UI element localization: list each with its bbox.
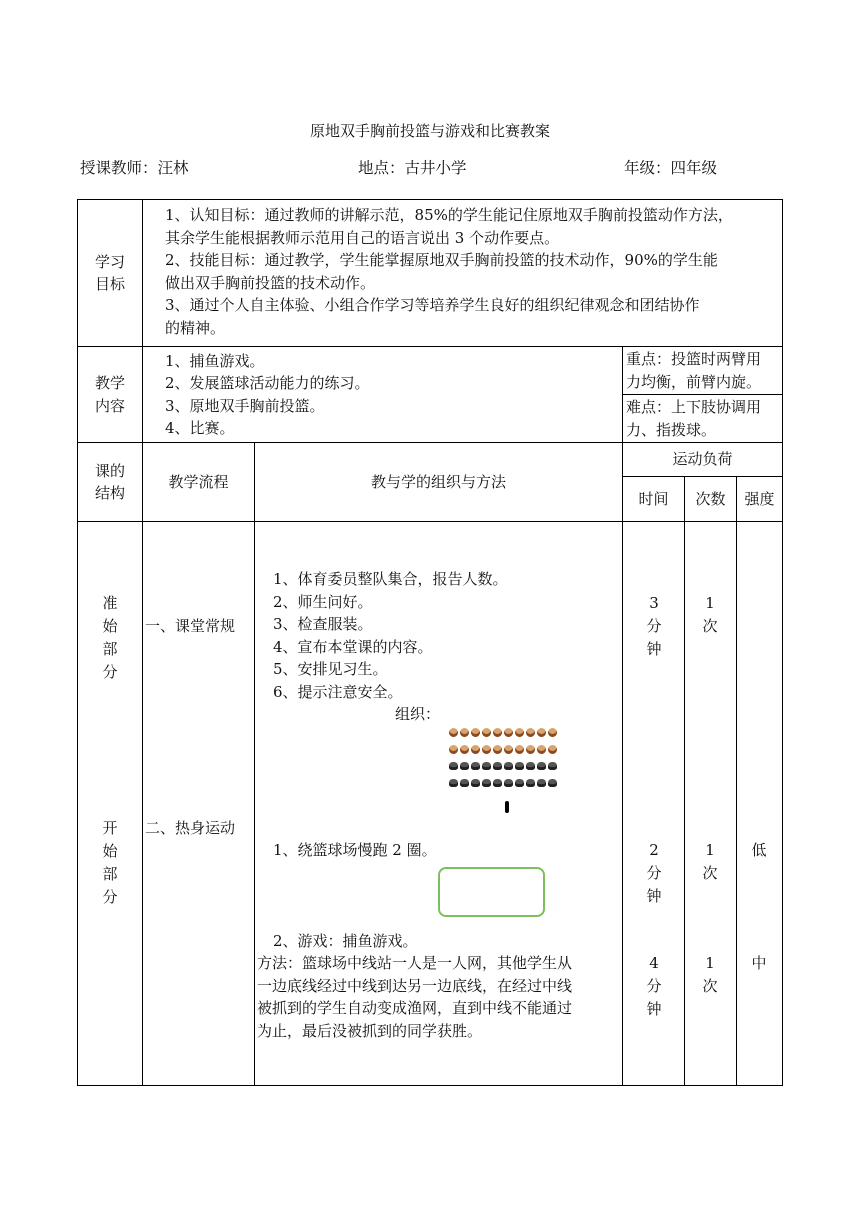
- organization-label: 组织：: [395, 705, 441, 723]
- student-figure: [449, 779, 458, 787]
- run-time: 2 分 钟: [646, 841, 662, 905]
- game-description: 方法：篮球场中线站一人是一人网，其他学生从 一边底线经过中线到达另一边底线，在经过中线 被抓到的学生自动变成渔网，直到中线不能通过 为止，最后没被抓到的同学获胜。: [257, 954, 573, 1040]
- student-figure: [482, 745, 491, 754]
- student-figure: [449, 728, 458, 737]
- game-title: 2、游戏：捕鱼游戏。: [273, 932, 418, 950]
- key-point: 重点：投篮时两臂用 力均衡，前臂内旋。: [623, 347, 783, 395]
- student-figure: [493, 779, 502, 787]
- intensity-cell: [737, 522, 783, 1086]
- content-list: [143, 347, 623, 443]
- count-cell: [685, 522, 737, 1086]
- objectives-row: [78, 200, 783, 347]
- routine-count: 1 次: [702, 594, 718, 635]
- game-count: 1 次: [702, 954, 718, 995]
- list-item: 3、原地双手胸前投篮。: [165, 396, 325, 415]
- flow-cell: [143, 522, 255, 1086]
- method-header: 教与学的组织与方法: [255, 443, 623, 522]
- header-row: [78, 443, 783, 477]
- prepare-section-label: 准 始 部 分: [102, 594, 118, 681]
- student-figure: [504, 745, 513, 754]
- student-figure: [460, 728, 469, 737]
- start-section-label: 开 始 部 分: [102, 819, 118, 906]
- flow-routine: 一、课堂常规: [145, 617, 236, 635]
- teacher-marker: [505, 801, 509, 813]
- student-figure: [493, 745, 502, 754]
- student-figure: [449, 762, 458, 770]
- routine-steps: 1、体育委员整队集合，报告人数。 2、师生问好。 3、检查服装。 4、宣布本堂课的内容。 5、安排见习生。 6、提示注意安全。: [273, 570, 508, 701]
- student-figure: [504, 728, 513, 737]
- student-figure: [526, 779, 535, 787]
- student-figure: [537, 728, 546, 737]
- content-row: [78, 347, 783, 395]
- student-figure: [482, 762, 491, 770]
- location-field: 地点：古井小学: [358, 159, 467, 177]
- teacher-field: 授课教师：汪林: [80, 159, 189, 177]
- student-figure: [460, 762, 469, 770]
- student-figure: [515, 745, 524, 754]
- body-row: [78, 522, 783, 1086]
- student-figure: [471, 745, 480, 754]
- structure-cell: [78, 522, 143, 1086]
- student-figure: [548, 779, 557, 787]
- student-figure: [471, 779, 480, 787]
- routine-time: 3 分 钟: [646, 594, 662, 658]
- student-figure: [515, 728, 524, 737]
- student-figure: [526, 728, 535, 737]
- run-intensity: 低: [751, 841, 767, 859]
- student-figure: [449, 745, 458, 754]
- content-label: 教学 内容: [78, 347, 143, 443]
- student-figure: [493, 728, 502, 737]
- document-title: 原地双手胸前投篮与游戏和比赛教案: [309, 122, 550, 140]
- game-time: 4 分 钟: [646, 954, 662, 1018]
- method-cell: [255, 522, 623, 1086]
- court-track-diagram: [438, 867, 545, 917]
- list-item: 1、捕鱼游戏。: [165, 351, 265, 370]
- difficulty-point: 难点：上下肢协调用 力、指拨球。: [623, 395, 783, 443]
- student-figure: [504, 779, 513, 787]
- count-header: 次数: [685, 477, 737, 522]
- time-cell: [623, 522, 685, 1086]
- student-figure: [460, 745, 469, 754]
- objectives-text: 1、认知目标：通过教师的讲解示范，85%的学生能记住原地双手胸前投篮动作方法， 其余学生能根据教师示范用自己的语言说出 3 个动作要点。 2、技能目标：通过教学，学生能掌握原地双手胸前投篮的技术动作，90%的学生能 做出双手胸前投篮的技术动作。 3、通过个人自主体验、小组合作学习等培养学生良好的组织纪律观念和团结协作 的精神。: [143, 200, 783, 347]
- run-text: 1、绕篮球场慢跑 2 圈。: [273, 841, 437, 859]
- student-figure: [460, 779, 469, 787]
- student-figure: [471, 728, 480, 737]
- run-count: 1 次: [702, 841, 718, 882]
- list-item: 2、发展篮球活动能力的练习。: [165, 374, 370, 392]
- student-figure: [504, 762, 513, 770]
- student-figure: [548, 728, 557, 737]
- structure-header: 课的 结构: [78, 443, 143, 522]
- student-figure: [526, 745, 535, 754]
- formation-diagram: [449, 728, 557, 789]
- list-item: 4、比赛。: [165, 419, 235, 437]
- intensity-header: 强度: [737, 477, 783, 522]
- grade-field: 年级：四年级: [624, 159, 718, 177]
- student-figure: [537, 745, 546, 754]
- student-figure: [537, 762, 546, 770]
- student-figure: [493, 762, 502, 770]
- student-figure: [482, 779, 491, 787]
- load-header: 运动负荷: [623, 443, 783, 477]
- student-figure: [515, 762, 524, 770]
- student-figure: [482, 728, 491, 737]
- student-figure: [526, 762, 535, 770]
- lesson-table: [77, 199, 783, 1086]
- time-header: 时间: [623, 477, 685, 522]
- student-figure: [548, 745, 557, 754]
- flow-header: 教学流程: [143, 443, 255, 522]
- student-figure: [537, 779, 546, 787]
- student-figure: [515, 779, 524, 787]
- game-intensity: 中: [751, 954, 767, 972]
- student-figure: [548, 762, 557, 770]
- flow-warmup: 二、热身运动: [145, 819, 236, 837]
- student-figure: [471, 762, 480, 770]
- objectives-label: 学习 目标: [78, 200, 143, 347]
